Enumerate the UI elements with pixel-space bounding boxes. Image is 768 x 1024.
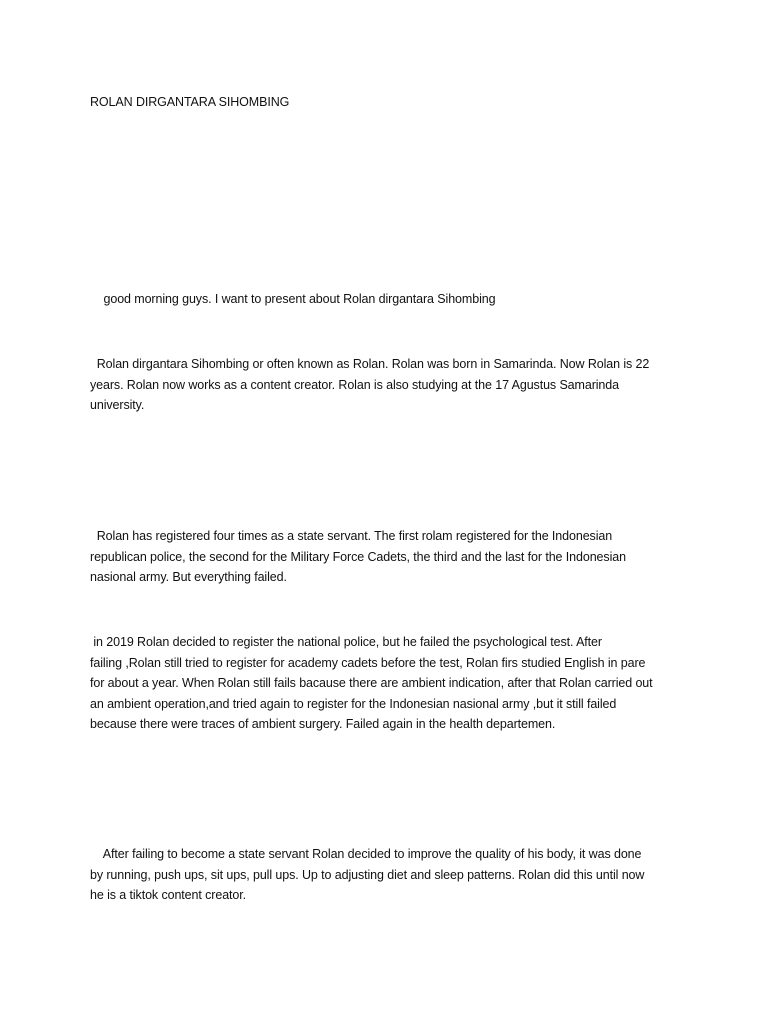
paragraph-line: failing ,Rolan still tried to register for academy cadets before the test, Rolan firs studied English in pare <box>90 655 646 670</box>
paragraph-line: After failing to become a state servant Rolan decided to improve the quality of his body, it was done <box>90 847 642 861</box>
paragraph-line: for about a year. When Rolan still fails bacause there are ambient indication, after that Rolan carried out <box>90 676 653 690</box>
greeting-line <box>90 289 690 310</box>
paragraph-line: years. Rolan now works as a content creator. Rolan is also studying at the 17 Agustus Samarinda <box>90 377 619 392</box>
paragraph-line: university. <box>90 398 145 412</box>
document-title <box>90 92 690 113</box>
title-text: ROLAN DIRGANTARA SIHOMBING <box>90 95 290 109</box>
paragraph-line: because there were traces of ambient surgery. Failed again in the health departemen. <box>90 717 556 731</box>
paragraph-registrations <box>90 526 690 588</box>
paragraph-line: Rolan has registered four times as a state servant. The first rolam registered for the Indonesian <box>90 529 613 543</box>
paragraph-line: republican police, the second for the Military Force Cadets, the third and the last for the Indonesian <box>90 549 626 564</box>
paragraph-line: Rolan dirgantara Sihombing or often known as Rolan. Rolan was born in Samarinda. Now Rolan is 22 <box>90 357 650 371</box>
paragraph-line: nasional army. But everything failed. <box>90 570 287 584</box>
paragraph-introduction <box>90 354 690 416</box>
greeting-text: good morning guys. I want to present about Rolan dirgantara Sihombing <box>90 292 496 306</box>
paragraph-after-failing <box>90 844 690 906</box>
paragraph-line: he is a tiktok content creator. <box>90 888 247 902</box>
paragraph-2019-attempts <box>90 632 690 735</box>
paragraph-line: in 2019 Rolan decided to register the national police, but he failed the psychological test. After <box>90 635 602 649</box>
paragraph-line: by running, push ups, sit ups, pull ups. Up to adjusting diet and sleep patterns. Rolan did this until now <box>90 867 645 882</box>
paragraph-line: an ambient operation,and tried again to register for the Indonesian nasional army ,but it still failed <box>90 696 617 711</box>
